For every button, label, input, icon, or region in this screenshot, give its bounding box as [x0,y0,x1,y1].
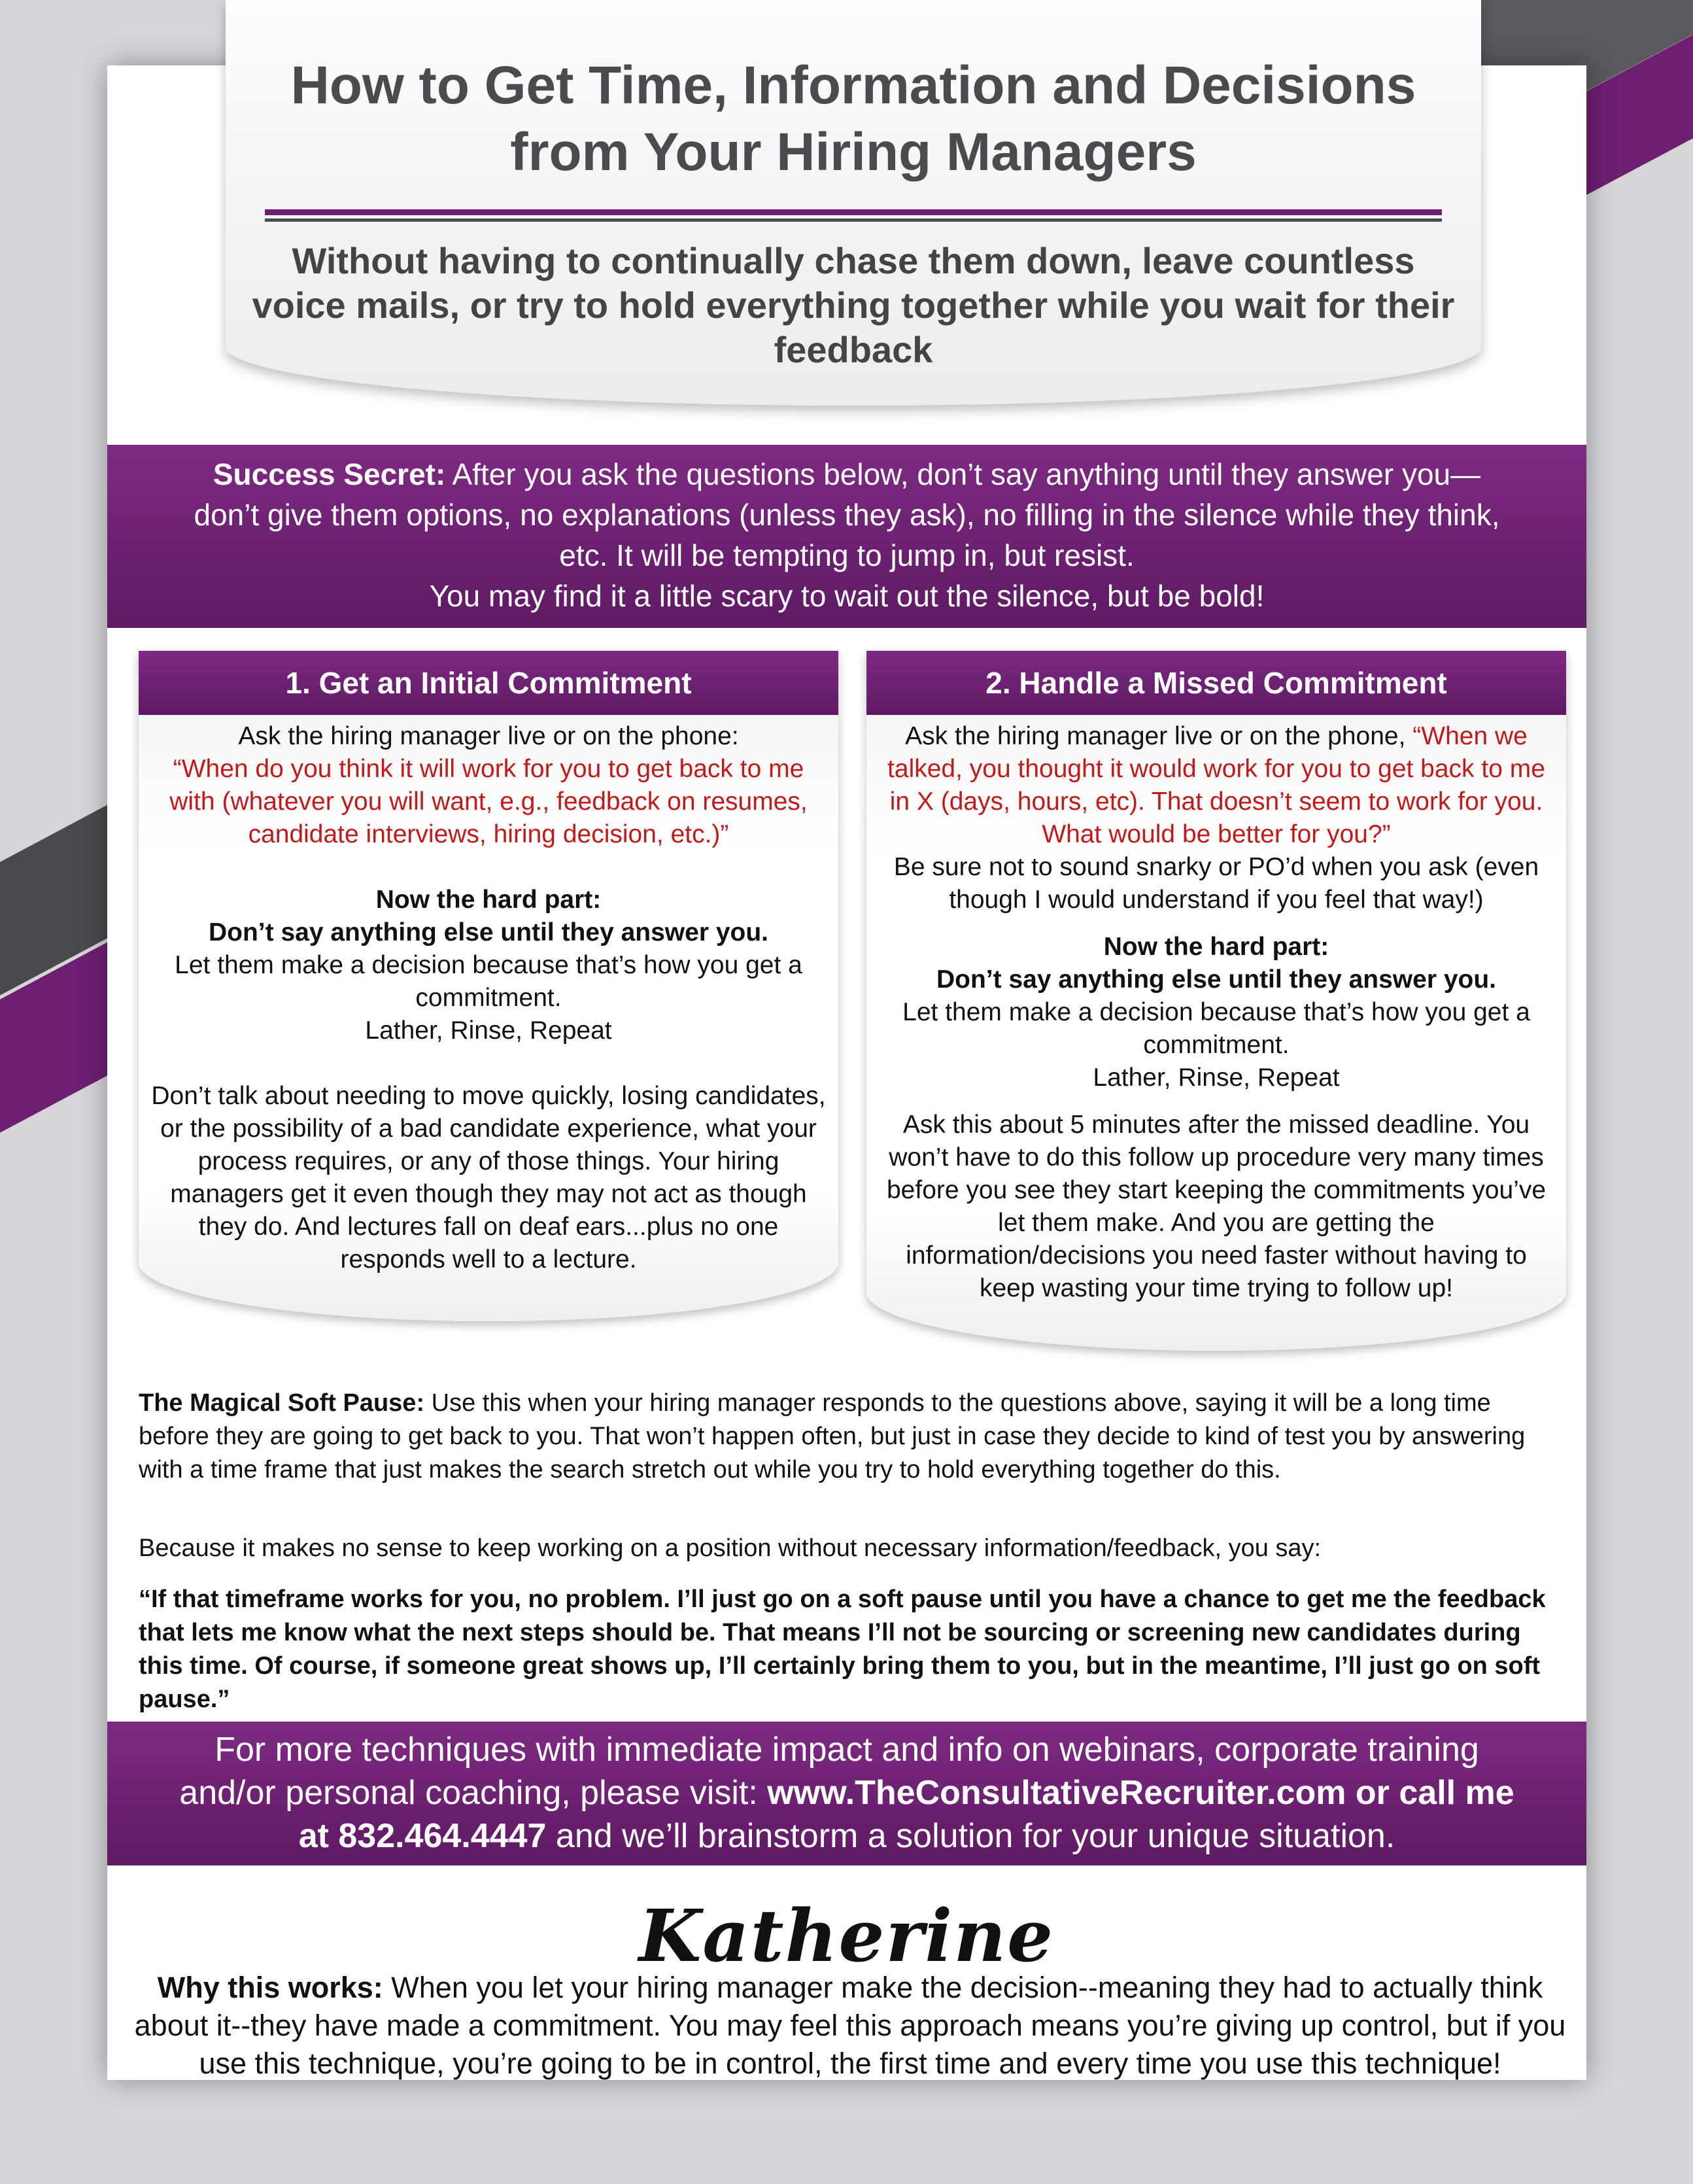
page-title: How to Get Time, Information and Decisions from Your Hiring Managers [290,56,1416,182]
soft-pause-paragraph [139,1387,1564,1487]
success-secret-banner [107,445,1586,628]
title-rule-gray [265,218,1442,222]
success-secret-text: After you ask the questions below, don’t say anything until they answer you—don’t give them options, no explanations (unless they ask), no filling in the silence while they think, etc. It will be tempting to jump in, but resist. [194,457,1500,572]
cta-link[interactable]: www.TheConsultativeRecruiter.com or call me at 832.464.4447 [298,1774,1514,1855]
col2-hard-bold: Don’t say anything else until they answer you. [936,965,1497,994]
col1-hard-bold: Don’t say anything else until they answer you. [208,918,769,946]
success-secret-label: Success Secret: [213,457,446,491]
cta-text2: and we’ll brainstorm a solution for your unique situation. [555,1817,1395,1855]
col1-intro: Ask the hiring manager live or on the phone: [238,722,739,750]
col2-hard-title: Now the hard part: [1103,933,1329,961]
title-rule-purple [265,209,1442,215]
why-label: Why this works: [157,1971,383,2004]
col2-hard-text: Let them make a decision because that’s how you get a commitment. [902,998,1530,1059]
cta-text1: For more techniques with immediate impact and info on webinars, corporate training and/or personal coaching, please visit: [179,1731,1479,1812]
missed-commitment-card [866,651,1566,1351]
col1-closing: Don’t talk about needing to move quickly, losing candidates, or the possibility of a bad candidate experience, what your process requires, or any of those things. Your hiring managers get it even though they may not act as though they do. And lectures fall on deaf ears...plus no one responds well to a lecture. [151,1082,826,1274]
initial-commitment-card [139,651,838,1321]
col2-intro: Ask the hiring manager live or on the phone, [905,722,1406,750]
col2-lather: Lather, Rinse, Repeat [1093,1064,1340,1092]
initial-commitment-heading: 1. Get an Initial Commitment [139,651,838,715]
soft-pause-label: The Magical Soft Pause: [139,1389,425,1417]
why-this-works [124,1969,1576,2083]
signature: Katherine [638,1894,1055,1978]
page-subtitle: Without having to continually chase them down, leave countless voice mails, or try to hold everything together while you wait for their feedback [252,240,1455,370]
col1-quote: “When do you think it will work for you to get back to me with (whatever you will want, e.g., feedback on resumes, candidate interviews, hiring decision, etc.)” [169,755,808,848]
col1-lather: Lather, Rinse, Repeat [365,1016,612,1045]
why-text: When you let your hiring manager make the decision--meaning they had to actually think about it--they have made a commitment. You may feel this approach means you’re giving up control, but if you use this technique, you’re going to be in control, the first time and every time you use this technique! [134,1971,1566,2080]
col1-hard-title: Now the hard part: [375,886,602,914]
soft-pause-quote: “If that timeframe works for you, no problem. I’ll just go on a soft pause until you have a chance to get me the feedback that lets me know what the next steps should be. That means I’ll not be sourcing or screening new candidates during this time. Of course, if someone great shows up, I’ll certainly bring them to you, but in the meantime, I’ll just go on soft pause.” [139,1586,1546,1713]
col1-hard-text: Let them make a decision because that’s how you get a commitment. [175,951,802,1012]
soft-pause-because: Because it makes no sense to keep working on a position without necessary information/feedback, you say: [139,1534,1322,1562]
col2-quote: “When we talked, you thought it would work for you to get back to me in X (days, hours, etc). That doesn’t seem to work for you. What would be better for you?” [887,722,1545,848]
col2-closing: Ask this about 5 minutes after the missed deadline. You won’t have to do this follow up procedure very many times before you see they start keeping the commitments you’ve let them make. And you are getting the information/decisions you need faster without having to keep wasting your time trying to follow up! [886,1111,1547,1302]
success-secret-line2: You may find it a little scary to wait out the silence, but be bold! [429,579,1265,613]
contact-banner [107,1722,1586,1865]
col2-note: Be sure not to sound snarky or PO’d when you ask (even though I would understand if you feel that way!) [893,853,1539,914]
missed-commitment-heading: 2. Handle a Missed Commitment [866,651,1566,715]
soft-pause-text: Use this when your hiring manager responds to the questions above, saying it will be a long time before they are going to get back to you. That won’t happen often, but just in case they decide to kind of test you by answering with a time frame that just makes the search stretch out while you try to hold everything together do this. [139,1389,1526,1483]
